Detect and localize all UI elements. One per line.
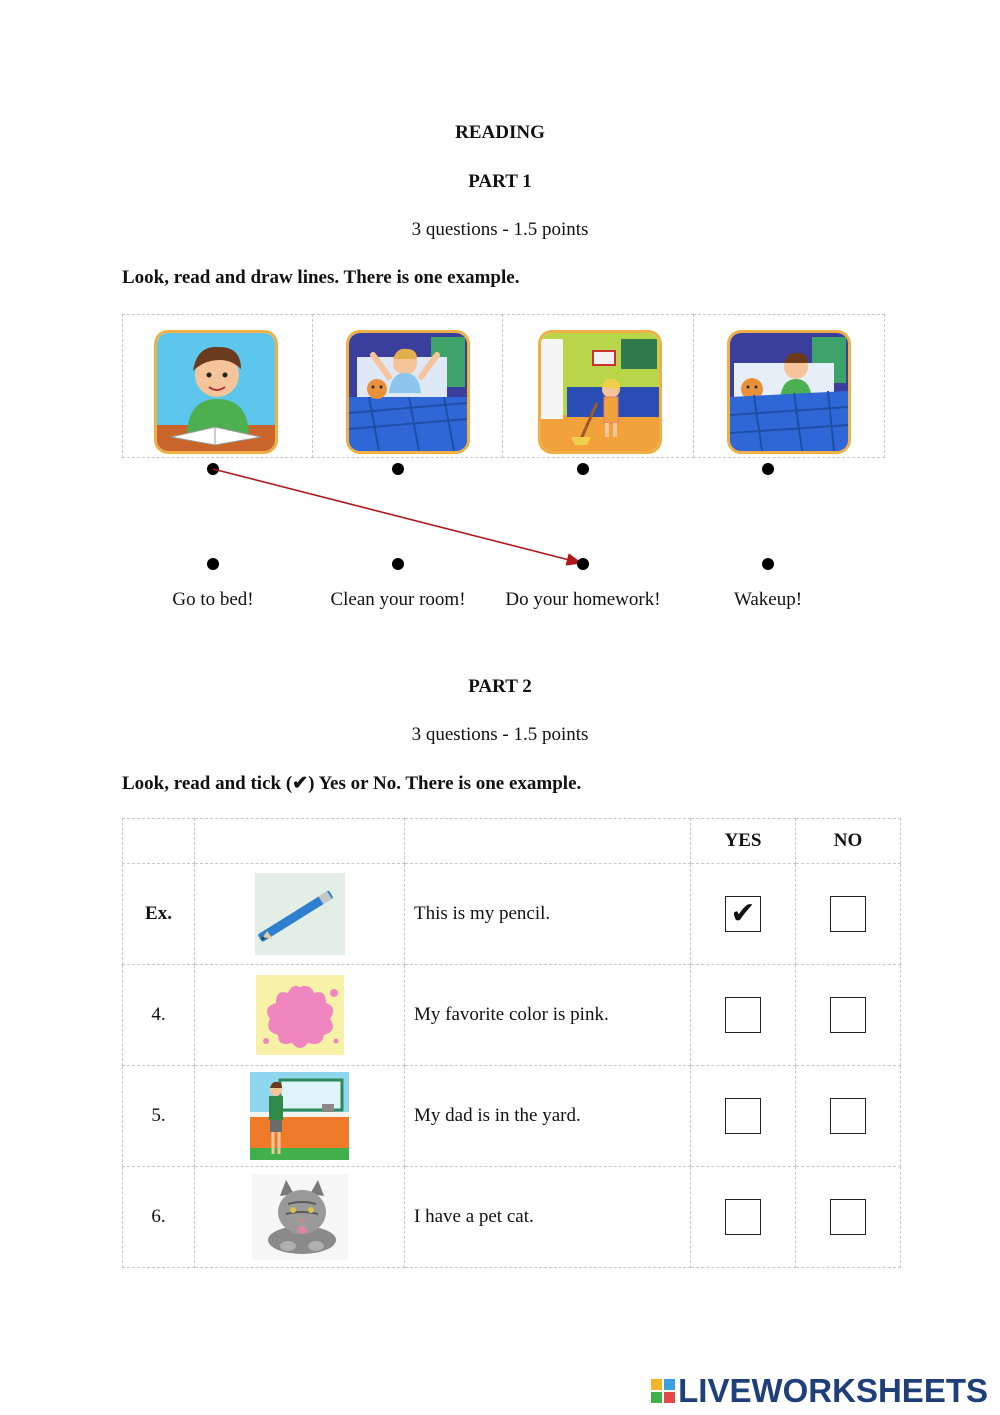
row-number: Ex. xyxy=(123,864,195,965)
yes-checkbox[interactable] xyxy=(725,1199,761,1235)
phrase-clean-your-room: Clean your room! xyxy=(330,589,466,610)
sentence: I have a pet cat. xyxy=(405,1167,691,1268)
no-checkbox[interactable] xyxy=(830,1199,866,1235)
phrase-go-to-bed: Go to bed! xyxy=(172,589,254,610)
no-column-header: NO xyxy=(796,819,901,864)
part1-instruction: Look, read and draw lines. There is one example. xyxy=(122,267,520,288)
yes-checkbox[interactable]: ✔ xyxy=(725,896,761,932)
phrase-dot-1[interactable] xyxy=(207,558,219,570)
table-row xyxy=(123,1167,901,1268)
sentence: My dad is in the yard. xyxy=(405,1066,691,1167)
liveworksheets-logo-text: LIVEWORKSHEETS xyxy=(678,1372,988,1409)
yes-column-header: YES xyxy=(691,819,796,864)
yes-checkbox[interactable] xyxy=(725,997,761,1033)
no-checkbox[interactable] xyxy=(830,896,866,932)
sentence: My favorite color is pink. xyxy=(405,965,691,1066)
example-match-line xyxy=(0,0,1000,620)
phrase-dot-4[interactable] xyxy=(762,558,774,570)
no-checkbox[interactable] xyxy=(830,1098,866,1134)
part2-heading: PART 2 xyxy=(468,676,532,697)
part1-score: 3 questions - 1.5 points xyxy=(411,219,589,240)
part1-heading: PART 1 xyxy=(468,171,532,192)
row-number: 4. xyxy=(123,965,195,1066)
man-in-kitchen-picture xyxy=(250,1072,349,1160)
table-row xyxy=(123,965,901,1066)
phrase-wakeup: Wakeup! xyxy=(733,589,803,610)
part2-instruction: Look, read and tick (✔) Yes or No. There is one example. xyxy=(122,773,582,794)
pencil-picture xyxy=(255,873,345,955)
row-number: 6. xyxy=(123,1167,195,1268)
liveworksheets-logo-icon xyxy=(651,1379,675,1403)
row-number: 5. xyxy=(123,1066,195,1167)
liveworksheets-logo xyxy=(651,1372,988,1410)
phrase-do-your-homework: Do your homework! xyxy=(505,589,661,610)
part2-score: 3 questions - 1.5 points xyxy=(411,724,589,745)
table-row xyxy=(123,1066,901,1167)
phrase-dot-2[interactable] xyxy=(392,558,404,570)
table-header-row xyxy=(123,819,901,864)
no-checkbox[interactable] xyxy=(830,997,866,1033)
sentence: This is my pencil. xyxy=(405,864,691,965)
cat-picture xyxy=(252,1174,348,1260)
phrase-dot-3[interactable] xyxy=(577,558,589,570)
table-row xyxy=(123,864,901,965)
yes-checkbox[interactable] xyxy=(725,1098,761,1134)
tick-table xyxy=(122,818,901,1268)
pink-paint-splash-picture xyxy=(256,975,344,1055)
reading-title: READING xyxy=(455,122,545,143)
